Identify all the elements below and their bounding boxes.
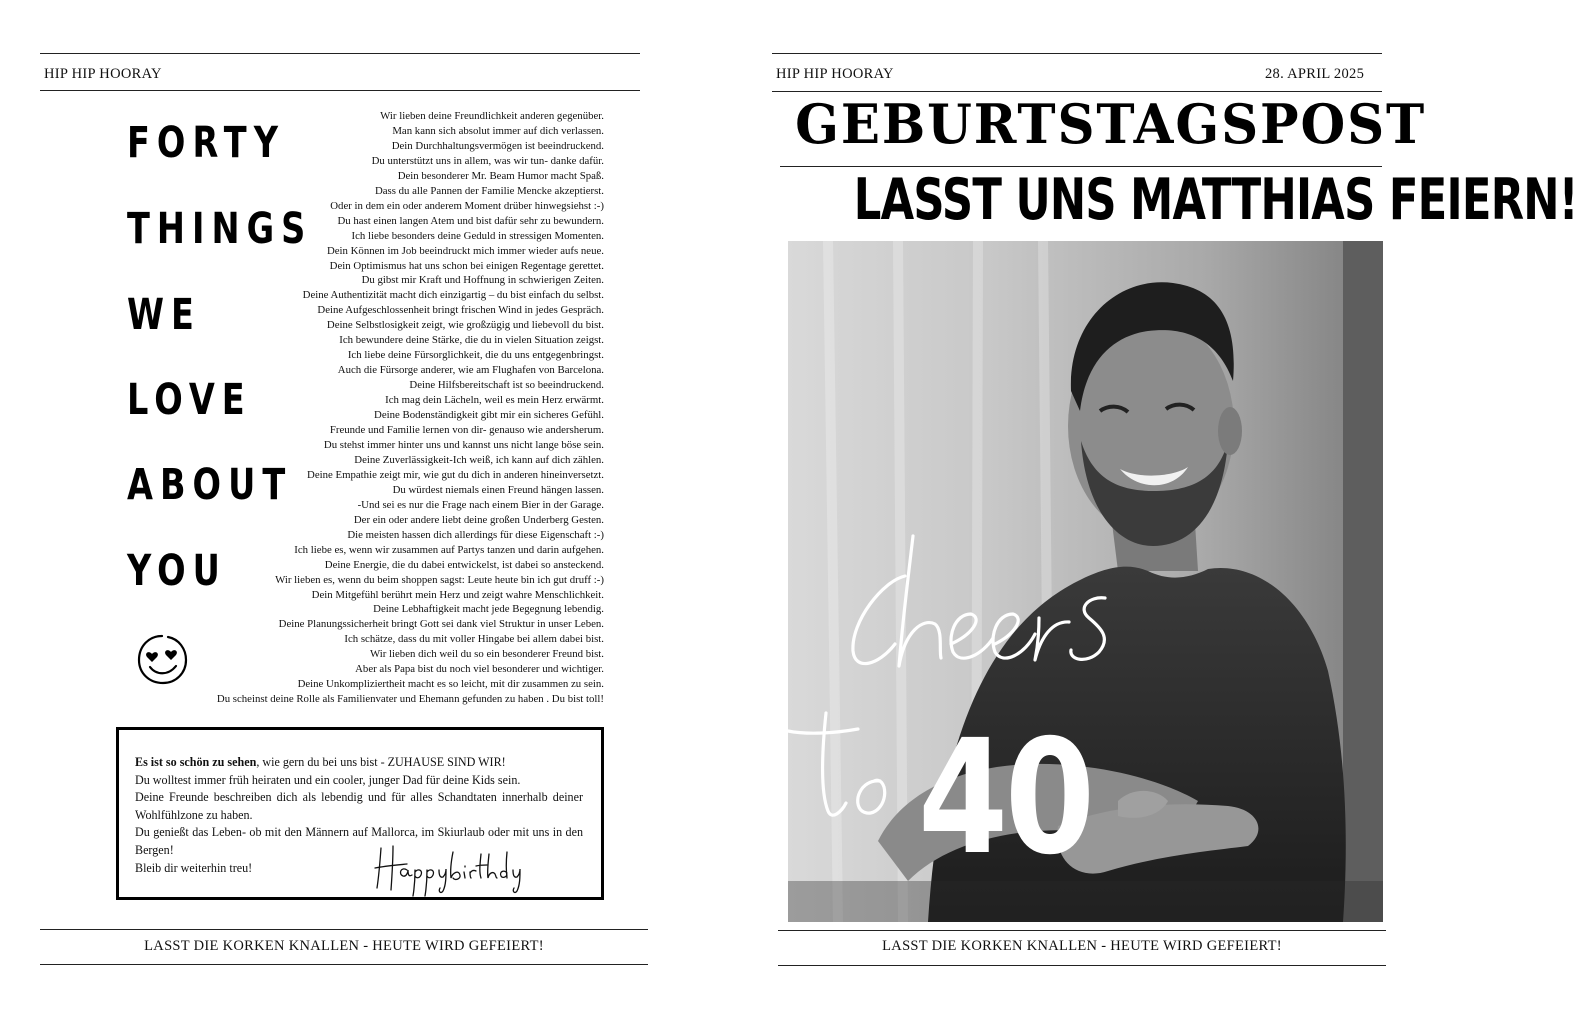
reason-item: Deine Authentizität macht dich einzigartig – du bist einfach du selbst. [302,289,604,302]
reason-item: Auch die Fürsorge anderer, wie am Flughafen von Barcelona. [337,364,604,377]
portrait-photo [788,241,1383,922]
reason-item: Ich liebe es, wenn wir zusammen auf Partys tanzen und darin aufgehen. [294,543,604,556]
reason-item: Dein besonderer Mr. Beam Humor macht Spaß. [397,169,604,182]
masthead-title: GEBURTSTAGSPOST [795,92,1427,156]
reason-item: Dein Durchhaltungsvermögen ist beeindruckend. [391,139,604,152]
reason-item: Deine Hilfsbereitschaft ist so beeindruckend. [409,379,604,392]
right-footer-top-rule [778,930,1386,931]
right-footer-text: LASST DIE KORKEN KNALLEN - HEUTE WIRD GEFEIERT! [882,938,1282,954]
title-word-things: THINGS [127,204,313,254]
reason-item: Wir lieben dich weil du so ein besonderer Freund bist. [369,648,604,661]
reason-item: Ich bewundere deine Stärke, die du in vielen Situation zeigst. [339,334,604,347]
reason-item: Du gibst mir Kraft und Hoffnung in schwierigen Zeiten. [361,274,604,287]
reason-item: Deine Lebhaftigkeit macht jede Begegnung lebendig. [373,603,604,616]
note-line-4: Du genießt das Leben- ob mit den Männern auf Mallorca, im Skiurlaub oder mit uns in den Bergen! [135,825,583,857]
headline: LASST UNS MATTHIAS FEIERN! [853,167,1578,233]
reason-item: Du hast einen langen Atem und bist dafür sehr zu bewundern. [337,214,604,227]
note-line-2: Du wolltest immer früh heiraten und ein cooler, junger Dad für deine Kids sein. [135,772,521,787]
reason-item: Ich schätze, dass du mit voller Hingabe bei allem dabei bist. [344,633,604,646]
reason-item: Deine Empathie zeigt mir, wie gut du dich in anderen hineinversetzt. [307,468,604,481]
reason-item: Du scheinst deine Rolle als Familienvater und Ehemann gefunden zu haben . Du bist toll! [216,693,604,706]
reason-item: Wir lieben deine Freundlichkeit anderen gegenüber. [380,110,604,122]
right-header-label: HIP HIP HOORAY [776,66,894,82]
reason-item: Aber als Papa bist du noch viel besonderer und wichtiger. [355,663,604,676]
reason-item: Dass du alle Pannen der Familie Mencke akzeptierst. [374,184,604,197]
cheers-script-art [843,526,1133,686]
reason-item: -Und sei es nur die Frage nach einem Bier in der Garage. [357,498,604,511]
title-word-we: WE [127,290,201,340]
left-footer-top-rule [40,929,648,930]
reason-item: Deine Unkompliziertheit macht es so leicht, mit dir zusammen zu sein. [297,678,604,691]
right-footer-bottom-rule [778,965,1386,966]
reason-item: Du unterstützt uns in allem, was wir tun- danke dafür. [371,154,604,167]
left-top-rule [40,53,640,54]
reason-item: Deine Selbstlosigkeit zeigt, wie großzügig und liebevoll du bist. [326,319,604,332]
reason-item: Deine Bodenständigkeit gibt mir ein sicheres Gefühl. [374,409,604,422]
reasons-list [144,109,604,707]
smiley-heart-eyes-icon [135,631,191,687]
left-footer-text: LASST DIE KORKEN KNALLEN - HEUTE WIRD GEFEIERT! [144,938,544,954]
reason-item: Ich liebe besonders deine Geduld in stressigen Momenten. [351,229,604,242]
big-number-40: 40 [918,706,1092,890]
reason-item: Dein Mitgefühl berührt mein Herz und zeigt wahre Menschlichkeit. [311,588,604,601]
title-word-forty: FORTY [127,118,286,168]
reason-item: Der ein oder andere liebt deine großen Underberg Gesten. [353,513,604,526]
title-word-about: ABOUT [127,460,293,510]
reason-item: Deine Zuverlässigkeit-Ich weiß, ich kann auf dich zählen. [354,453,604,466]
reason-item: Dein Optimismus hat uns schon bei einigen Regentage gerettet. [329,259,604,272]
reason-item: Dein Können im Job beeindruckt mich immer wieder aufs neue. [326,244,604,257]
happy-birthday-signature [371,840,531,898]
reason-item: Freunde und Familie lernen von dir- genauso wie andersherum. [329,424,604,437]
reason-item: Oder in dem ein oder anderem Moment drüber hinwegsiehst :-) [330,199,604,212]
note-line-3: Deine Freunde beschreiben dich als lebendig und für alles Schandtaten innerhalb deiner Wohlfühlzone zu haben. [135,790,583,822]
left-footer-bottom-rule [40,964,648,965]
left-header-rule [40,90,640,91]
reason-item: Du würdest niemals einen Freund hängen lassen. [392,483,604,496]
note-line-1 [135,754,583,772]
reason-item: Man kann sich absolut immer auf dich verlassen. [392,124,604,137]
reason-item: Ich liebe deine Fürsorglichkeit, die du uns entgegenbringst. [347,349,604,362]
title-word-you: YOU [127,546,227,596]
to-script-art [788,711,918,831]
note-box [116,727,604,900]
note-line-5: Bleib dir weiterhin treu! [135,860,253,875]
left-header-label: HIP HIP HOORAY [44,66,162,82]
reason-item: Wir lieben es, wenn du beim shoppen sagst: Leute heute bin ich gut druff :-) [275,573,604,586]
reason-item: Deine Aufgeschlossenheit bringt frischen Wind in jedes Gespräch. [317,304,604,317]
reason-item: Du stehst immer hinter uns und kannst uns nicht lange böse sein. [323,438,604,451]
reason-item: Die meisten hassen dich allerdings für diese Eigenschaft :-) [347,528,604,541]
right-header-date: 28. APRIL 2025 [1265,66,1365,82]
reason-item: Ich mag dein Lächeln, weil es mein Herz erwärmt. [385,394,604,407]
note-first-line-rest: , wie gern du bei uns bist - ZUHAUSE SIND WIR! [256,755,506,769]
reason-item: Deine Energie, die du dabei entwickelst, ist dabei so ansteckend. [324,558,604,571]
right-top-rule [772,53,1382,54]
note-bold-intro: Es ist so schön zu sehen [135,755,257,769]
title-word-love: LOVE [127,375,252,425]
reason-item: Deine Planungssicherheit bringt Gott sei dank viel Struktur in unser Leben. [278,618,604,631]
